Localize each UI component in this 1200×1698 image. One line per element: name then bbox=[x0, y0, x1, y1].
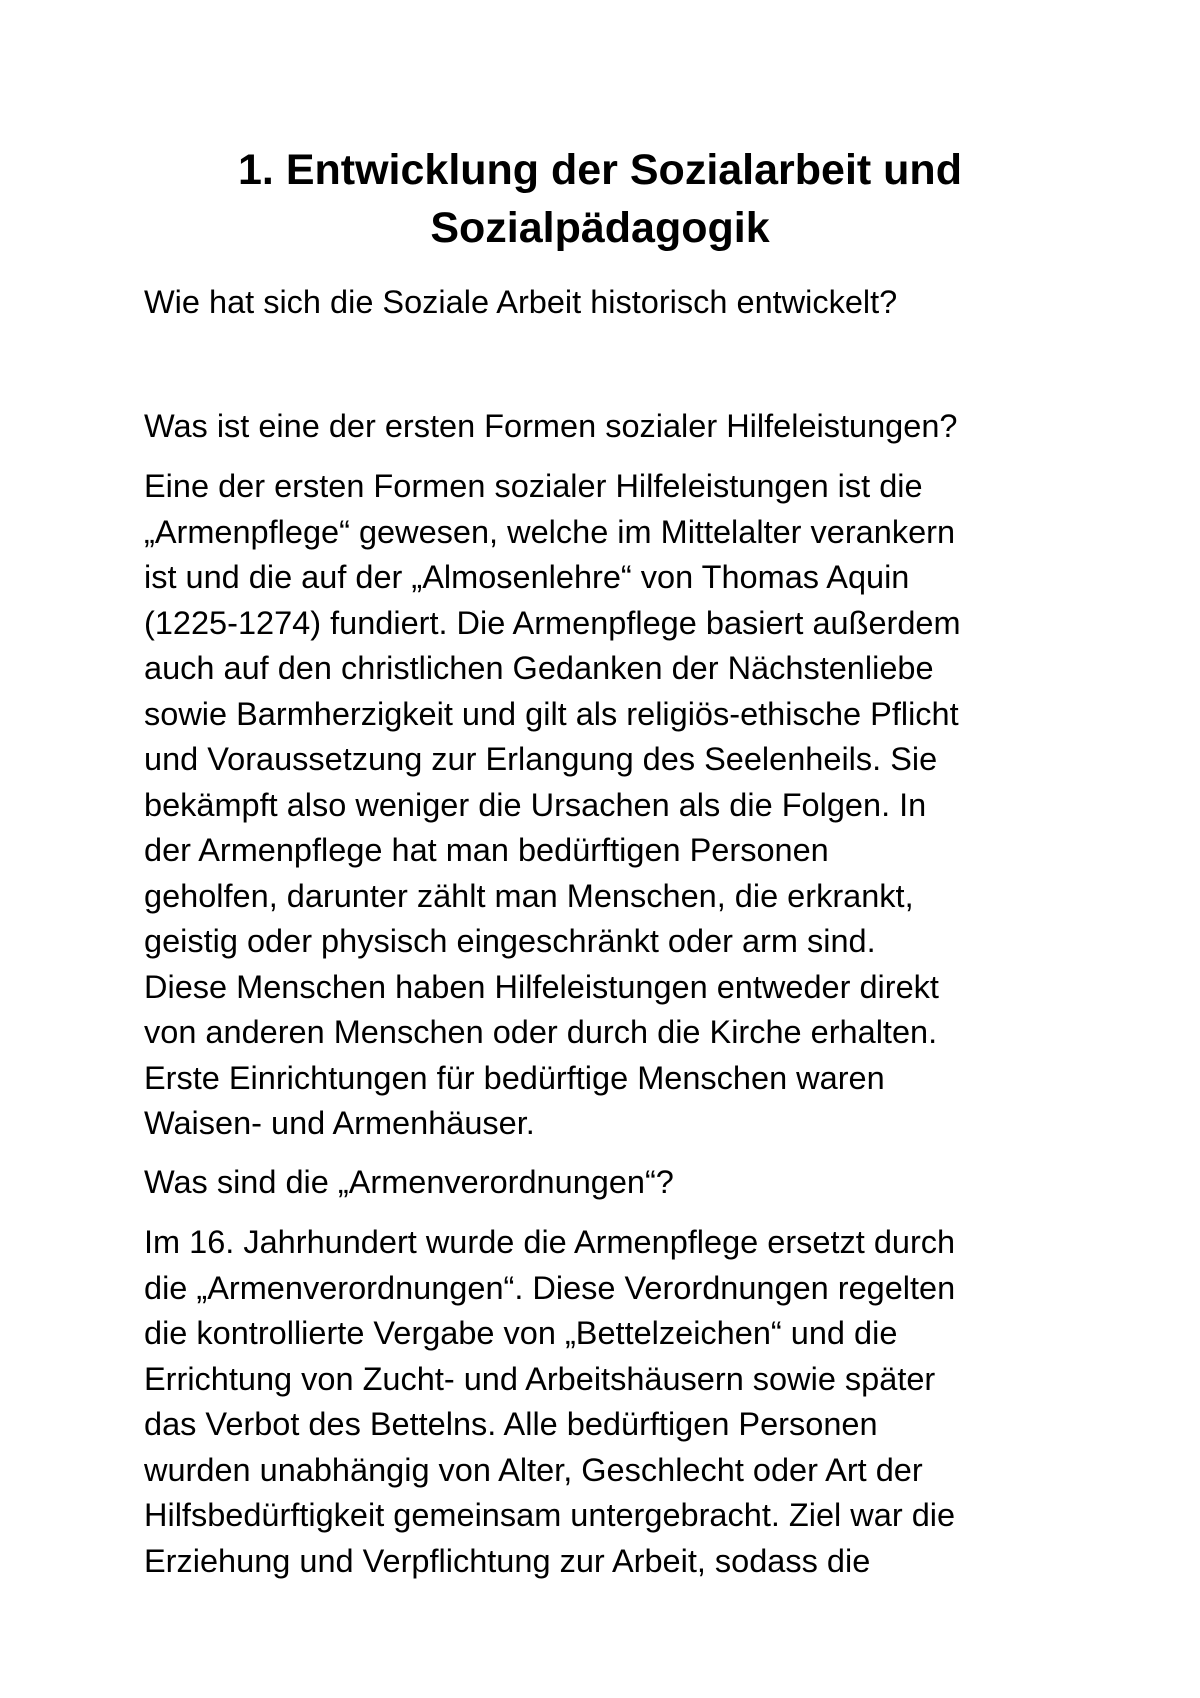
subtitle-question: Wie hat sich die Soziale Arbeit historisch entwickelt? bbox=[144, 284, 898, 320]
section-question: Was ist eine der ersten Formen sozialer Hilfeleistungen? bbox=[144, 408, 958, 444]
section-question: Was sind die „Armenverordnungen“? bbox=[144, 1164, 674, 1200]
section-paragraph: Eine der ersten Formen sozialer Hilfeleistungen ist die „Armenpflege“ gewesen, welche im Mittelalter verankern ist und die auf der „Almosenlehre“ von Thomas Aquin (1225-1274) fundiert. Die Armenpflege basiert außerdem auch auf den christlichen Gedanken der Nächstenliebe sowie Barmherzigkeit und gilt als religiös-ethische Pflicht und Voraussetzung zur Erlangung des Seelenheils. Sie bekämpft also weniger die Ursachen als die Folgen. In der Armenpflege hat man bedürftigen Personen geholfen, darunter zählt man Menschen, die erkrankt, geistig oder physisch eingeschränkt oder arm sind. Diese Menschen haben Hilfeleistungen entweder direkt von anderen Menschen oder durch die Kirche erhalten. Erste Einrichtungen für bedürftige Menschen waren Waisen- und Armenhäuser. bbox=[144, 468, 961, 1141]
page-title: 1. Entwicklung der Sozialarbeit und Sozialpädagogik bbox=[238, 146, 962, 252]
section-paragraph: Im 16. Jahrhundert wurde die Armenpflege ersetzt durch die „Armenverordnungen“. Diese Verordnungen regelten die kontrollierte Vergabe von „Bettelzeichen“ und die Errichtung von Zucht- und Arbeitshäusern sowie später das Verbot des Bettelns. Alle bedürftigen Personen wurden unabhängig von Alter, Geschlecht oder Art der Hilfsbedürftigkeit gemeinsam untergebracht. Ziel war die Erziehung und Verpflichtung zur Arbeit, sodass die bbox=[144, 1224, 956, 1579]
